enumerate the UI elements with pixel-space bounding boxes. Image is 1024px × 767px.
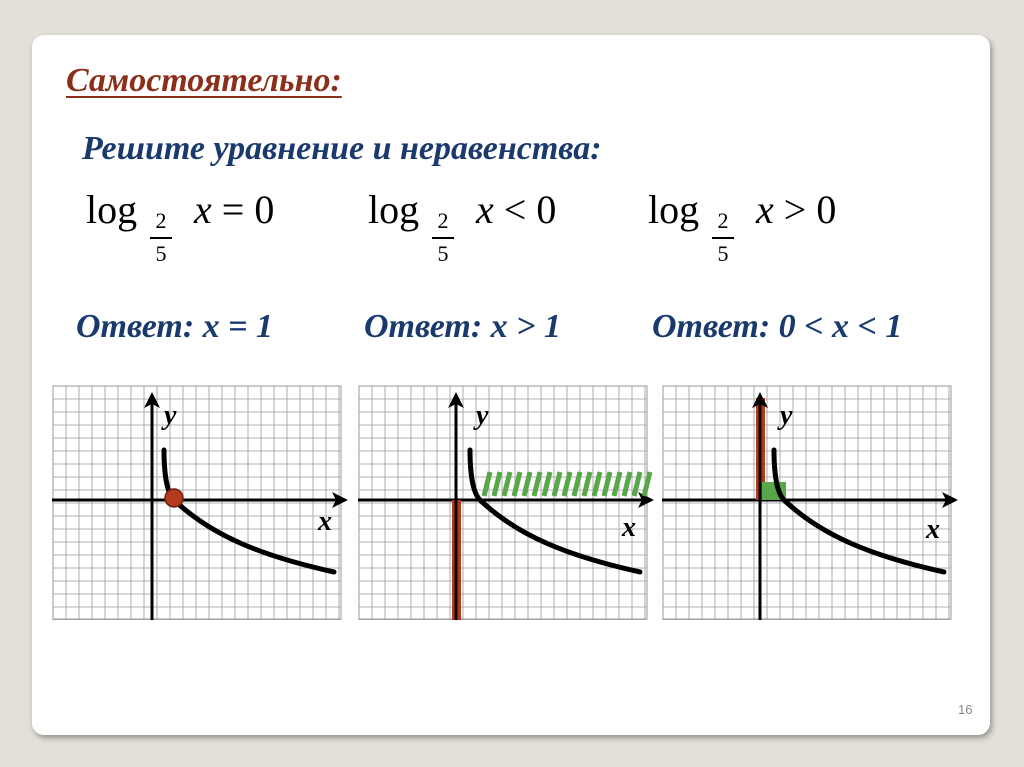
fraction-bar [432, 237, 454, 239]
grid [663, 386, 951, 620]
grid [53, 386, 341, 620]
log-label: log [368, 187, 420, 232]
log-base-fraction [432, 210, 454, 265]
x-axis-label: x [926, 514, 940, 545]
grid [359, 386, 647, 620]
operator: < [503, 187, 527, 232]
right-hand-side: 0 [536, 187, 557, 232]
graph-inequality-greater [662, 378, 962, 620]
log-curve [470, 450, 640, 572]
log-label: log [648, 187, 700, 232]
graph-equation [52, 378, 352, 620]
log-label: log [86, 187, 138, 232]
x-axis-label: x [622, 512, 636, 543]
answer-1: Ответ: х = 1 [76, 308, 274, 345]
base-denominator: 5 [437, 240, 449, 266]
base-denominator: 5 [155, 240, 167, 266]
right-hand-side: 0 [816, 187, 837, 232]
fraction-bar [712, 237, 734, 239]
fraction-bar [150, 237, 172, 239]
operator: > [783, 187, 807, 232]
log-base-fraction [712, 210, 734, 265]
equation-relation [194, 186, 274, 233]
right-hand-side: 0 [254, 187, 275, 232]
inequality-relation [476, 186, 556, 233]
y-axis-label: y [476, 400, 489, 431]
base-numerator: 2 [155, 208, 167, 233]
base-numerator: 2 [717, 208, 729, 233]
base-numerator: 2 [437, 208, 449, 233]
graph-inequality-less [358, 378, 658, 620]
inequality-relation [756, 186, 836, 233]
task-statement: Решите уравнение и неравенства: [82, 130, 602, 167]
base-denominator: 5 [717, 240, 729, 266]
variable: x [194, 187, 212, 232]
answer-2: Ответ: х > 1 [364, 308, 562, 345]
y-axis-label: y [780, 400, 793, 431]
variable: x [476, 187, 494, 232]
y-axis-label: y [164, 400, 177, 431]
variable: x [756, 187, 774, 232]
solution-hatching [484, 472, 650, 496]
slide-title: Самостоятельно: [66, 62, 342, 99]
answer-3: Ответ: 0 < х < 1 [652, 308, 903, 345]
x-axis-label: x [318, 506, 332, 537]
log-curve [164, 450, 334, 572]
slide-number: 16 [958, 702, 973, 717]
log-base-fraction [150, 210, 172, 265]
solution-point [165, 489, 183, 507]
operator: = [221, 187, 245, 232]
log-curve [774, 450, 944, 572]
